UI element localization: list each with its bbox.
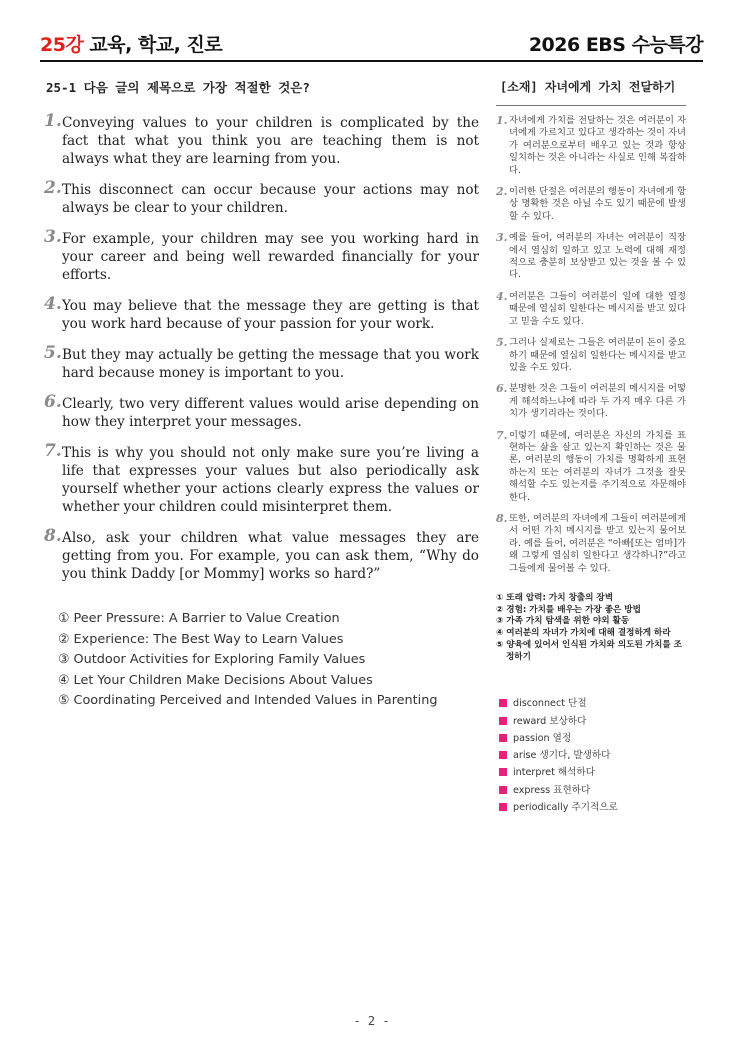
answer-option[interactable]: ③ Outdoor Activities for Exploring Family Values (58, 652, 366, 668)
translation-text: 예를 들어, 여러분의 자녀는 여러분이 직장에서 열심히 일하고 있고 노력에 대해 재정적으로 충분히 보상받고 있는 것을 볼 수 있다. (509, 232, 686, 281)
sentence-text: This disconnect can occur because your actions may not always be clear to your children. (62, 182, 479, 216)
vocab-marker-icon (499, 734, 507, 742)
translation-number: 7. (496, 428, 508, 442)
translation-text: 자녀에게 가치를 전달하는 것은 여러분이 자녀에게 가르치고 있다고 생각하는 것이 자녀가 여러분으로부터 배우고 있는 것과 항상 일치하는 것은 아니라는 사실로 인해 복잡하다. (509, 115, 686, 176)
vocab-item (499, 799, 686, 816)
translation-number: 3. (496, 231, 508, 245)
translation-number: 8. (496, 511, 508, 525)
sentence-text: But they may actually be getting the message that you work hard because money is important to you. (62, 347, 479, 381)
translation-text: 또한, 여러분의 자녀에게 그들이 여러분에게서 어떤 가치 메시지를 받고 있는지 물어보라. 예를 들어, 여러분은 “아빠[또는 엄마]가 왜 그렇게 열심히 일한다고 생각하니?”라고 그들에게 물어볼 수 있다. (509, 512, 686, 574)
passage-sentence (42, 392, 479, 431)
translation-number: 4. (496, 289, 508, 303)
translated-options (496, 593, 686, 663)
translation-text: 분명한 것은 그들이 여러분의 메시지를 어떻게 해석하느냐에 따라 두 가지 매우 다른 가치가 생기리라는 것이다. (509, 383, 686, 420)
sentence-number: 1. (44, 111, 62, 131)
vocabulary-list (496, 695, 686, 816)
translation-number: 6. (496, 382, 508, 396)
vocab-text: arise 생기다, 발생하다 (513, 750, 611, 762)
vocab-marker-icon (499, 751, 507, 759)
translation-sentence (496, 115, 686, 177)
vocab-text: passion 열정 (513, 732, 572, 744)
sentence-number: 6. (44, 392, 62, 412)
translated-option: ③ 가족 가치 탐색을 위한 야외 활동 (496, 616, 630, 627)
topic-divider (496, 105, 686, 106)
translated-option: ⑤ 양육에 있어서 인식된 가치와 의도된 가치를 조정하기 (496, 639, 682, 662)
vocab-item (499, 730, 686, 747)
translation-text: 이러한 단절은 여러분의 행동이 자녀에게 항상 명확한 것은 아닐 수도 있기 때문에 발생할 수 있다. (509, 186, 686, 222)
passage-sentence (42, 441, 479, 516)
sentence-number: 4. (44, 294, 62, 314)
translated-option: ① 또래 압력: 가치 창출의 장벽 (496, 593, 613, 603)
translation-number: 1. (496, 114, 508, 127)
translation-sentence (496, 430, 686, 504)
vocab-text: express 표현하다 (513, 784, 591, 796)
passage-sentence (42, 227, 479, 284)
answer-option[interactable]: ① Peer Pressure: A Barrier to Value Creation (58, 611, 340, 626)
answer-option[interactable]: ② Experience: The Best Way to Learn Values (58, 631, 344, 647)
page-number: - 2 - (353, 1014, 390, 1028)
vocab-text: reward 보상하다 (513, 715, 587, 727)
sentence-text: Also, ask your children what value messages they are getting from you. For example, you can ask them, “Why do you think Daddy [or Mommy] works so hard?” (62, 530, 479, 582)
passage-sentence (42, 343, 479, 382)
translation-number: 5. (496, 336, 508, 350)
vocab-text: periodically 주기적으로 (513, 802, 618, 813)
question-prompt: 25-1 다음 글의 제목으로 가장 적절한 것은? (46, 80, 310, 95)
passage-sentence (42, 526, 479, 583)
translation-column (496, 78, 686, 816)
passage-sentence (42, 178, 479, 217)
vocab-text: disconnect 단절 (513, 698, 587, 710)
sentence-number: 5. (44, 343, 62, 363)
vocab-marker-icon (499, 786, 507, 794)
lecture-topic: 교육, 학교, 진로 (83, 34, 223, 56)
passage-column (42, 78, 479, 712)
answer-option[interactable]: ④ Let Your Children Make Decisions About Values (58, 672, 373, 688)
translation-text: 여러분은 그들이 여러분이 일에 대한 열정 때문에 열심히 일한다는 메시지를 받고 있다고 믿을 수도 있다. (509, 290, 686, 327)
sentence-number: 8. (44, 526, 62, 546)
vocab-item (499, 764, 686, 781)
translation-text: 그러나 실제로는 그들은 여러분이 돈이 중요하기 때문에 열심히 일한다는 메시지를 받고 있을 수도 있다. (509, 337, 686, 373)
vocab-item (499, 747, 686, 764)
vocab-marker-icon (499, 768, 507, 776)
sentence-text: Clearly, two very different values would arise depending on how they interpret your messages. (62, 396, 479, 430)
header-divider (40, 60, 703, 62)
answer-option[interactable]: ⑤ Coordinating Perceived and Intended Values in Parenting (58, 693, 438, 709)
lecture-title (40, 30, 222, 57)
translation-sentence (496, 186, 686, 223)
sentence-text: For example, your children may see you working hard in your career and being well rewarded financially for your efforts. (62, 231, 479, 283)
translation-sentence (496, 513, 686, 575)
translation-text: 이렇기 때문에, 여러분은 자신의 가치를 표현하는 삶을 살고 있는지 확인하는 것은 물론, 여러분의 행동이 가치를 명확하게 표현하는지 또는 여러분의 자녀가 그것을 잘못 해석할 수도 있는지를 주기적으로 자문해야 한다. (509, 429, 686, 503)
sentence-text: This is why you should not only make sure you’re living a life that expresses your values but also periodically ask yourself whether your actions clearly express the values or whether your children could misinterpret them. (62, 445, 479, 515)
translation-sentence (496, 337, 686, 374)
sentence-number: 7. (44, 441, 62, 461)
translation-sentence (496, 291, 686, 328)
sentence-number: 2. (44, 178, 62, 198)
translation-sentence (496, 232, 686, 282)
vocab-item (499, 695, 686, 712)
vocab-item (499, 713, 686, 730)
vocab-marker-icon (499, 699, 507, 707)
answer-options (42, 609, 479, 712)
page-header (40, 30, 703, 58)
translated-option: ④ 여러분의 자녀가 가치에 대해 결정하게 하라 (496, 628, 671, 639)
sentence-text: You may believe that the message they are getting is that you work hard because of your passion for your work. (62, 298, 479, 332)
passage-sentence (42, 111, 479, 168)
vocab-text: interpret 해석하다 (513, 767, 595, 779)
book-title: 2026 EBS 수능특강 (528, 34, 703, 56)
translation-number: 2. (496, 185, 508, 199)
translated-option: ② 경험: 가치를 배우는 가장 좋은 방법 (496, 604, 641, 615)
passage-sentence (42, 294, 479, 333)
vocab-item (499, 782, 686, 799)
topic-heading: [소재] 자녀에게 가치 전달하기 (500, 80, 676, 94)
lecture-number: 25강 (40, 34, 84, 56)
sentence-number: 3. (44, 227, 62, 247)
vocab-marker-icon (499, 803, 507, 811)
vocab-marker-icon (499, 717, 507, 725)
sentence-text: Conveying values to your children is complicated by the fact that what you think you are teaching them is not always what they are learning from you. (62, 115, 479, 167)
translation-sentence (496, 383, 686, 420)
